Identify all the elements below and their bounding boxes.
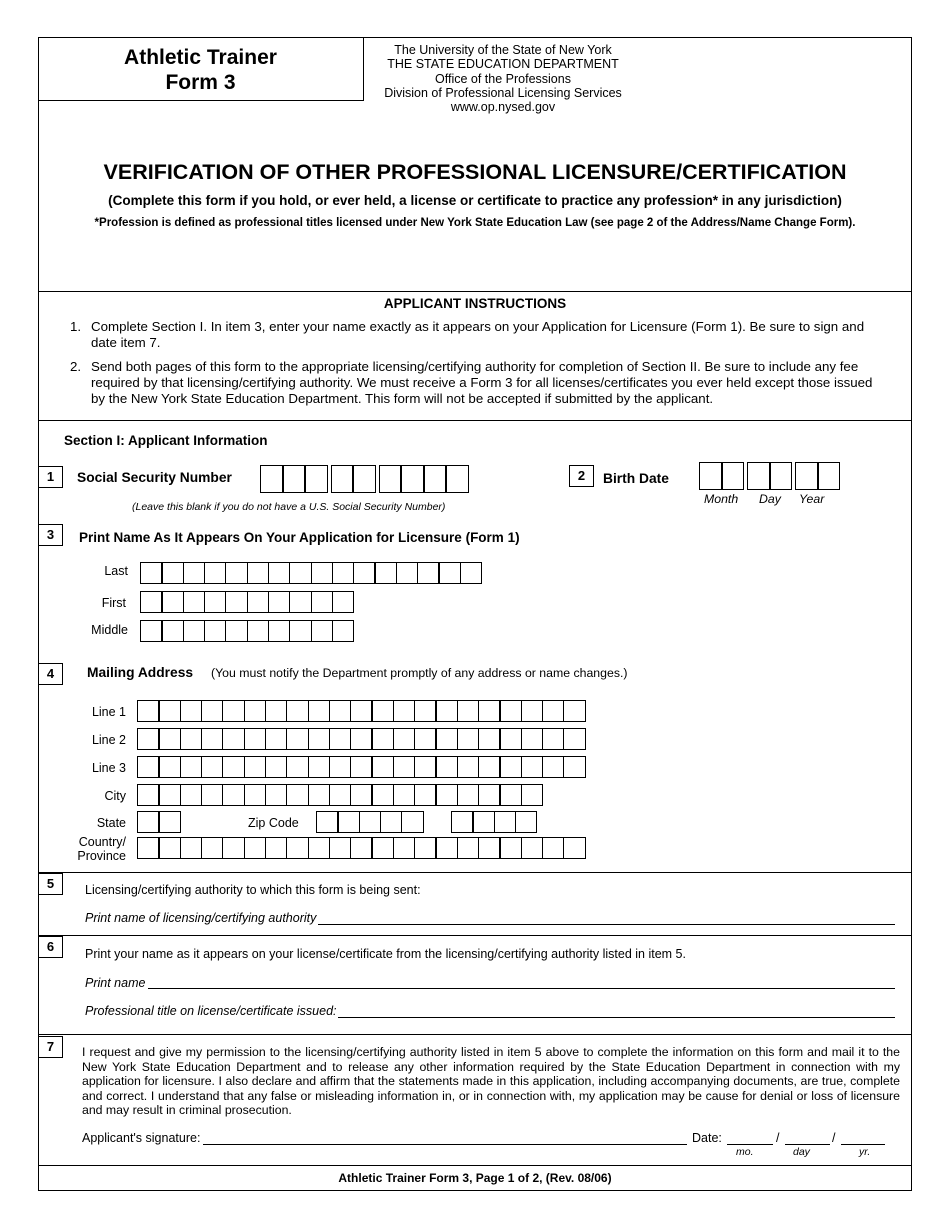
input-cell[interactable] [563, 700, 586, 722]
input-cell[interactable] [329, 728, 352, 750]
input-cell[interactable] [311, 591, 334, 613]
input-cell[interactable] [260, 465, 283, 493]
input-cell[interactable] [201, 837, 224, 859]
date-day-field[interactable] [785, 1144, 830, 1145]
page-title: VERIFICATION OF OTHER PROFESSIONAL LICENSURE/CERTIFICATION [103, 160, 847, 184]
input-cell-group [331, 465, 376, 493]
input-cell[interactable] [393, 837, 416, 859]
input-cell[interactable] [183, 591, 206, 613]
input-cell[interactable] [795, 462, 818, 490]
input-cell[interactable] [353, 562, 376, 584]
input-cell[interactable] [311, 562, 334, 584]
input-cell[interactable] [265, 700, 288, 722]
input-cell[interactable] [417, 562, 440, 584]
department-block [364, 43, 642, 114]
input-cell[interactable] [371, 784, 394, 806]
input-cell[interactable] [332, 620, 355, 642]
instructions-heading: APPLICANT INSTRUCTIONS [383, 296, 567, 311]
input-cell[interactable] [268, 591, 291, 613]
input-cell-group [747, 462, 792, 490]
input-cell[interactable] [563, 756, 586, 778]
name-heading: Print Name As It Appears On Your Application for Licensure (Form 1) [79, 530, 520, 545]
date-slash: / [776, 1131, 780, 1145]
input-cell[interactable] [542, 756, 565, 778]
authority-name-field[interactable] [318, 924, 895, 925]
input-cell[interactable] [521, 756, 544, 778]
input-cell-group [260, 465, 328, 493]
middle-name-input[interactable] [140, 620, 353, 642]
day-label: Day [759, 492, 781, 506]
input-cell[interactable] [722, 462, 745, 490]
input-cell[interactable] [563, 837, 586, 859]
input-cell[interactable] [137, 756, 160, 778]
input-cell[interactable] [222, 784, 245, 806]
input-cell[interactable] [393, 700, 416, 722]
input-cell[interactable] [494, 811, 517, 833]
input-cell[interactable] [770, 462, 793, 490]
professional-title-label: Professional title on license/certificate issued: [85, 1004, 337, 1018]
input-cell[interactable] [457, 728, 480, 750]
divider [38, 1034, 912, 1035]
divider [38, 420, 912, 421]
divider [38, 872, 912, 873]
input-cell[interactable] [350, 700, 373, 722]
middle-name-label: Middle [91, 623, 128, 637]
item-number-7: 7 [38, 1036, 63, 1058]
input-cell[interactable] [401, 811, 424, 833]
last-name-label: Last [104, 564, 128, 578]
input-cell[interactable] [201, 728, 224, 750]
input-cell[interactable] [289, 620, 312, 642]
birth-date-input[interactable] [699, 462, 840, 490]
first-name-label: First [101, 596, 126, 610]
input-cell[interactable] [542, 700, 565, 722]
input-cell[interactable] [140, 562, 163, 584]
input-cell[interactable] [435, 837, 458, 859]
input-cell[interactable] [158, 837, 181, 859]
ssn-input[interactable] [260, 465, 469, 493]
section-heading: Section I: Applicant Information [64, 433, 268, 448]
input-cell[interactable] [393, 784, 416, 806]
input-cell[interactable] [478, 837, 501, 859]
input-cell[interactable] [308, 700, 331, 722]
input-cell[interactable] [158, 728, 181, 750]
item5-text: Licensing/certifying authority to which this form is being sent: [85, 883, 421, 897]
form-title-line2: Form 3 [165, 71, 236, 94]
input-cell[interactable] [308, 837, 331, 859]
input-cell[interactable] [379, 465, 402, 493]
date-month-caption: mo. [736, 1146, 754, 1158]
input-cell[interactable] [137, 837, 160, 859]
city-label: City [104, 789, 126, 803]
input-cell[interactable] [457, 837, 480, 859]
divider [38, 291, 912, 292]
dept-line: Office of the Professions [435, 71, 571, 86]
input-cell[interactable] [204, 591, 227, 613]
zip-extension-input[interactable] [451, 811, 536, 833]
input-cell[interactable] [435, 728, 458, 750]
input-cell[interactable] [311, 620, 334, 642]
input-cell[interactable] [515, 811, 538, 833]
item-number-4: 4 [38, 663, 63, 685]
input-cell[interactable] [329, 837, 352, 859]
input-cell[interactable] [316, 811, 339, 833]
instruction-item [70, 319, 885, 351]
input-cell[interactable] [371, 728, 394, 750]
input-cell[interactable] [244, 728, 267, 750]
input-cell[interactable] [183, 620, 206, 642]
input-cell[interactable] [222, 756, 245, 778]
input-cell[interactable] [414, 700, 437, 722]
authorization-statement: I request and give my permission to the licensing/certifying authority listed in item 5 above to complete the information on this form and mail it to the New York State Education Department and to release any other information required by the State Education Department in connection with my application for licensure. I also declare and affirm that the statements made in this application, including accompanying documents, are true, complete and correct. I understand that any false or misleading information in, or in connection with, my application may be cause for denial or loss of licensure and may result in criminal prosecution. [82, 1045, 900, 1118]
input-cell[interactable] [204, 562, 227, 584]
form-title-line1: Athletic Trainer [124, 46, 277, 69]
input-cell[interactable] [350, 837, 373, 859]
first-name-input[interactable] [140, 591, 353, 613]
input-cell[interactable] [283, 465, 306, 493]
input-cell[interactable] [699, 462, 722, 490]
input-cell[interactable] [521, 784, 544, 806]
input-cell[interactable] [521, 700, 544, 722]
input-cell[interactable] [435, 784, 458, 806]
input-cell[interactable] [180, 700, 203, 722]
input-cell[interactable] [268, 620, 291, 642]
date-year-caption: yr. [859, 1146, 871, 1158]
input-cell[interactable] [222, 700, 245, 722]
input-cell[interactable] [350, 756, 373, 778]
input-cell[interactable] [542, 837, 565, 859]
state-input[interactable] [137, 811, 180, 833]
input-cell[interactable] [451, 811, 474, 833]
address-line3-label: Line 3 [91, 761, 126, 775]
instruction-item [70, 359, 885, 407]
input-cell[interactable] [393, 756, 416, 778]
date-day-caption: day [793, 1146, 810, 1158]
input-cell[interactable] [222, 837, 245, 859]
input-cell[interactable] [137, 700, 160, 722]
input-cell[interactable] [435, 700, 458, 722]
input-cell[interactable] [374, 562, 397, 584]
input-cell[interactable] [499, 756, 522, 778]
input-cell[interactable] [521, 728, 544, 750]
input-cell[interactable] [265, 728, 288, 750]
dept-line: Division of Professional Licensing Services [384, 85, 622, 100]
input-cell[interactable] [563, 728, 586, 750]
item-number-2: 2 [569, 465, 594, 487]
input-cell-group [699, 462, 744, 490]
input-cell[interactable] [747, 462, 770, 490]
input-cell[interactable] [457, 756, 480, 778]
input-cell[interactable] [286, 756, 309, 778]
input-cell[interactable] [478, 728, 501, 750]
instruction-number: 1. [70, 319, 82, 334]
input-cell[interactable] [308, 756, 331, 778]
input-cell[interactable] [332, 591, 355, 613]
page-subtitle: (Complete this form if you hold, or ever held, a license or certificate to practice any profession* in any jurisdiction) [108, 193, 842, 208]
city-input[interactable] [137, 784, 542, 806]
input-cell[interactable] [158, 811, 181, 833]
input-cell[interactable] [140, 591, 163, 613]
item-number-5: 5 [38, 873, 63, 895]
country-input[interactable] [137, 837, 585, 859]
profession-footnote: *Profession is defined as professional titles licensed under New York State Education Law (see page 2 of the Address/Name Change Form). [94, 217, 856, 229]
authority-name-label: Print name of licensing/certifying authority [85, 911, 317, 925]
address-line3-input[interactable] [137, 756, 585, 778]
input-cell[interactable] [446, 465, 469, 493]
page-footer: Athletic Trainer Form 3, Page 1 of 2, (Rev. 08/06) [338, 1171, 612, 1185]
mailing-address-note: (You must notify the Department promptly of any address or name changes.) [211, 666, 628, 680]
item-number-6: 6 [38, 936, 63, 958]
input-cell[interactable] [414, 784, 437, 806]
input-cell[interactable] [350, 784, 373, 806]
input-cell[interactable] [161, 562, 184, 584]
input-cell[interactable] [460, 562, 483, 584]
ssn-note: (Leave this blank if you do not have a U.S. Social Security Number) [132, 501, 446, 513]
input-cell[interactable] [247, 591, 270, 613]
input-cell[interactable] [521, 837, 544, 859]
input-cell[interactable] [137, 728, 160, 750]
input-cell[interactable] [478, 784, 501, 806]
address-line2-input[interactable] [137, 728, 585, 750]
input-cell[interactable] [286, 728, 309, 750]
input-cell[interactable] [265, 837, 288, 859]
signature-label: Applicant's signature: [82, 1131, 201, 1145]
instruction-text: Complete Section I. In item 3, enter your name exactly as it appears on your Application for Licensure (Form 1). Be sure to sign and date item 7. [91, 319, 865, 350]
input-cell[interactable] [499, 700, 522, 722]
zip-code-input[interactable] [316, 811, 423, 833]
input-cell[interactable] [201, 756, 224, 778]
input-cell[interactable] [438, 562, 461, 584]
input-cell[interactable] [158, 756, 181, 778]
input-cell[interactable] [371, 700, 394, 722]
input-cell[interactable] [457, 700, 480, 722]
input-cell[interactable] [247, 620, 270, 642]
input-cell[interactable] [201, 784, 224, 806]
input-cell[interactable] [499, 837, 522, 859]
input-cell[interactable] [289, 562, 312, 584]
input-cell[interactable] [137, 784, 160, 806]
address-line1-input[interactable] [137, 700, 585, 722]
input-cell[interactable] [204, 620, 227, 642]
input-cell[interactable] [396, 562, 419, 584]
input-cell[interactable] [225, 591, 248, 613]
input-cell[interactable] [180, 837, 203, 859]
input-cell[interactable] [308, 728, 331, 750]
state-label: State [96, 816, 126, 830]
input-cell[interactable] [331, 465, 354, 493]
input-cell[interactable] [424, 465, 447, 493]
address-line2-label: Line 2 [91, 733, 126, 747]
input-cell[interactable] [222, 728, 245, 750]
input-cell[interactable] [201, 700, 224, 722]
input-cell[interactable] [435, 756, 458, 778]
item-number-1: 1 [38, 466, 63, 488]
input-cell[interactable] [329, 756, 352, 778]
print-name-field[interactable] [148, 988, 895, 989]
input-cell[interactable] [244, 837, 267, 859]
input-cell[interactable] [289, 591, 312, 613]
input-cell[interactable] [244, 756, 267, 778]
input-cell[interactable] [225, 620, 248, 642]
last-name-input[interactable] [140, 562, 481, 584]
input-cell[interactable] [268, 562, 291, 584]
input-cell[interactable] [414, 728, 437, 750]
input-cell[interactable] [286, 837, 309, 859]
birth-date-label: Birth Date [603, 471, 669, 486]
input-cell[interactable] [247, 562, 270, 584]
input-cell[interactable] [265, 756, 288, 778]
input-cell[interactable] [414, 837, 437, 859]
input-cell[interactable] [161, 591, 184, 613]
month-label: Month [704, 492, 739, 506]
input-cell[interactable] [305, 465, 328, 493]
signature-field[interactable] [203, 1144, 687, 1145]
input-cell[interactable] [140, 620, 163, 642]
input-cell[interactable] [457, 784, 480, 806]
input-cell[interactable] [380, 811, 403, 833]
input-cell[interactable] [180, 756, 203, 778]
input-cell[interactable] [158, 784, 181, 806]
input-cell[interactable] [180, 728, 203, 750]
input-cell[interactable] [332, 562, 355, 584]
item6-text: Print your name as it appears on your license/certificate from the licensing/certifying authority listed in item 5. [85, 947, 686, 961]
country-label [60, 835, 126, 863]
input-cell[interactable] [286, 784, 309, 806]
date-year-field[interactable] [841, 1144, 885, 1145]
input-cell[interactable] [499, 784, 522, 806]
input-cell[interactable] [542, 728, 565, 750]
input-cell[interactable] [244, 784, 267, 806]
input-cell[interactable] [472, 811, 495, 833]
input-cell[interactable] [371, 756, 394, 778]
professional-title-field[interactable] [338, 1017, 895, 1018]
year-label: Year [799, 492, 825, 506]
divider [38, 935, 912, 936]
input-cell[interactable] [158, 700, 181, 722]
input-cell[interactable] [393, 728, 416, 750]
print-name-label: Print name [85, 976, 146, 990]
input-cell[interactable] [329, 784, 352, 806]
dept-line: THE STATE EDUCATION DEPARTMENT [387, 57, 619, 72]
input-cell[interactable] [183, 562, 206, 584]
instruction-number: 2. [70, 359, 82, 374]
input-cell[interactable] [359, 811, 382, 833]
input-cell[interactable] [308, 784, 331, 806]
zip-code-label: Zip Code [248, 816, 299, 830]
dept-website: www.op.nysed.gov [450, 100, 556, 115]
country-label-line1: Country/ [78, 835, 126, 849]
input-cell-group [795, 462, 840, 490]
input-cell[interactable] [478, 756, 501, 778]
input-cell[interactable] [137, 811, 160, 833]
form-title-box [38, 37, 364, 101]
input-cell[interactable] [180, 784, 203, 806]
ssn-label: Social Security Number [77, 470, 232, 485]
input-cell[interactable] [353, 465, 376, 493]
input-cell[interactable] [329, 700, 352, 722]
input-cell[interactable] [244, 700, 267, 722]
input-cell[interactable] [478, 700, 501, 722]
input-cell[interactable] [350, 728, 373, 750]
input-cell[interactable] [371, 837, 394, 859]
input-cell[interactable] [286, 700, 309, 722]
input-cell[interactable] [225, 562, 248, 584]
date-slash: / [832, 1131, 836, 1145]
input-cell[interactable] [818, 462, 841, 490]
country-label-line2: Province [77, 849, 126, 863]
date-month-field[interactable] [727, 1144, 773, 1145]
input-cell[interactable] [265, 784, 288, 806]
input-cell[interactable] [401, 465, 424, 493]
mailing-address-label: Mailing Address [87, 665, 194, 680]
input-cell[interactable] [499, 728, 522, 750]
date-label: Date: [692, 1131, 722, 1145]
input-cell-group [379, 465, 469, 493]
item-number-3: 3 [38, 524, 63, 546]
instruction-text: Send both pages of this form to the appropriate licensing/certifying authority for completion of Section II. Be sure to include any fee required by that licensing/certifying authority. We must receive a Form 3 for all licenses/certificates you ever held except those issued by the New York State Education Department. This form will not be accepted if submitted by the applicant. [91, 359, 873, 406]
input-cell[interactable] [414, 756, 437, 778]
input-cell[interactable] [337, 811, 360, 833]
input-cell[interactable] [161, 620, 184, 642]
address-line1-label: Line 1 [91, 705, 126, 719]
dept-line: The University of the State of New York [394, 43, 612, 57]
divider [38, 1165, 912, 1166]
